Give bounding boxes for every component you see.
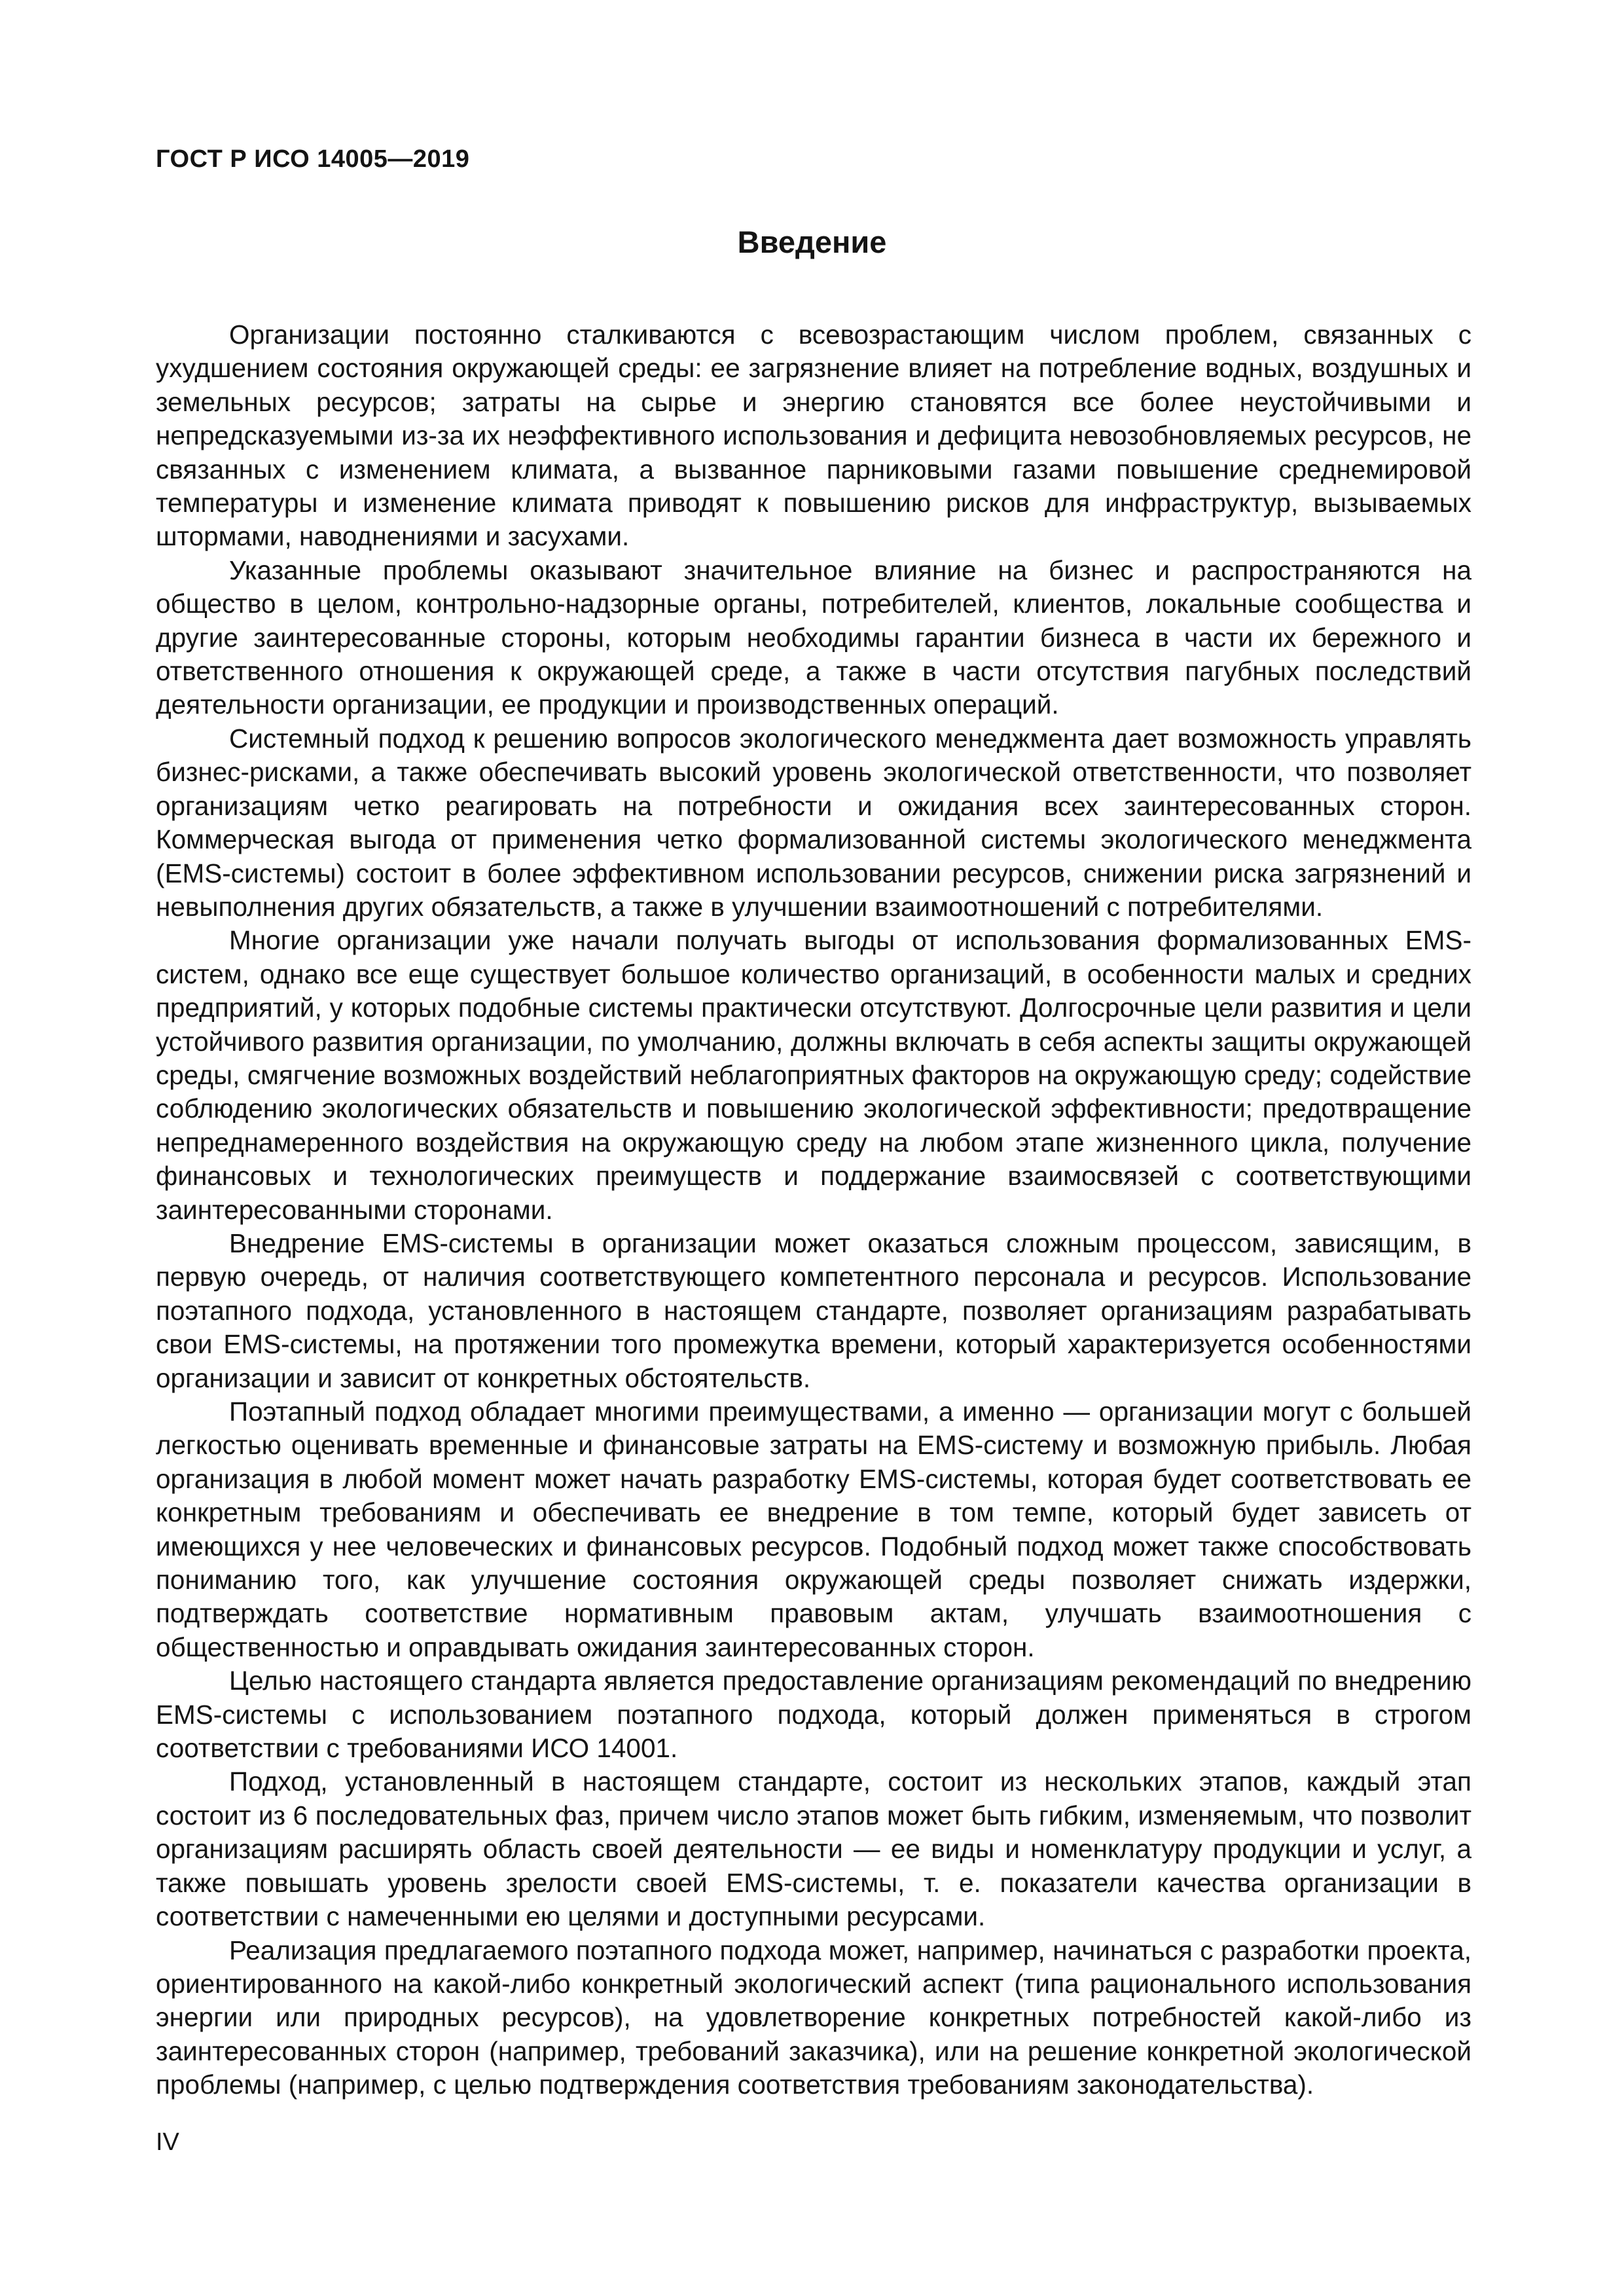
paragraph: Внедрение EMS-системы в организации может оказаться сложным процессом, зависящим, в первую очередь, от наличия соответствующего компетентного персонала и ресурсов. Использование поэтапного подхода, установленного в настоящем стандарте, позволяет организациям разрабатывать свои EMS-системы, на протяжении того промежутка времени, который характеризуется особенностями организации и зависит от конкретных обстоятельств. bbox=[156, 1228, 1471, 1393]
paragraph: Реализация предлагаемого поэтапного подхода может, например, начинаться с разработки проекта, ориентированного на какой-либо конкретный экологический аспект (типа рационального использования энергии или природных ресурсов), на удовлетворение конкретных потребностей какой-либо из заинтересованных сторон (например, требований заказчика), или на решение конкретной экологической проблемы (например, с целью подтверждения соответствия требованиям законодательства). bbox=[156, 1935, 1471, 2100]
paragraph: Многие организации уже начали получать выгоды от использования формализованных EMS-систем, однако все еще существует большое количество организаций, в особенности малых и средних предприятий, у которых подобные системы практически отсутствуют. Долгосрочные цели развития и цели устойчивого развития организации, по умолчанию, должны включать в себя аспекты защиты окружающей среды, смягчение возможных воздействий неблагоприятных факторов на окружающую среду; содействие соблюдению экологических обязательств и повышению экологической эффективности; предотвращение непреднамеренного воздействия на окружающую среду на любом этапе жизненного цикла, получение финансовых и технологических преимуществ и поддержание взаимосвязей с соответствующими заинтересованными сторонами. bbox=[156, 925, 1471, 1225]
body-text bbox=[156, 318, 1471, 2102]
section-title: Введение bbox=[737, 225, 887, 259]
paragraph: Подход, установленный в настоящем стандарте, состоит из нескольких этапов, каждый этап состоит из 6 последовательных фаз, причем число этапов может быть гибким, изменяемым, что позволит организациям расширять область своей деятельности — ее виды и номенклатуру продукции и услуг, а также повышать уровень зрелости своей EMS-системы, т. е. показатели качества организации в соответствии с намеченными ею целями и доступными ресурсами. bbox=[156, 1766, 1471, 1932]
standard-code-header: ГОСТ Р ИСО 14005—2019 bbox=[156, 145, 470, 173]
paragraph: Указанные проблемы оказывают значительное влияние на бизнес и распространяются на общество в целом, контрольно-надзорные органы, потребителей, клиентов, локальные сообщества и другие заинтересованные стороны, которым необходимы гарантии бизнеса в части их бережного и ответственного отношения к окружающей среде, а также в части отсутствия пагубных последствий деятельности организации, ее продукции и производственных операций. bbox=[156, 555, 1471, 720]
paragraph: Целью настоящего стандарта является предоставление организациям рекомендаций по внедрению EMS-системы с использованием поэтапного подхода, который должен применяться в строгом соответствии с требованиями ИСО 14001. bbox=[156, 1666, 1471, 1764]
paragraph: Организации постоянно сталкиваются с всевозрастающим числом проблем, связанных с ухудшением состояния окружающей среды: ее загрязнение влияет на потребление водных, воздушных и земельных ресурсов; затраты на сырье и энергию становятся все более неустойчивыми и непредсказуемыми из-за их неэффективного использования и дефицита невозобновляемых ресурсов, не связанных с изменением климата, а вызванное парниковыми газами повышение среднемировой температуры и изменение климата приводят к повышению рисков для инфраструктур, вызываемых штормами, наводнениями и засухами. bbox=[156, 319, 1471, 552]
paragraph: Системный подход к решению вопросов экологического менеджмента дает возможность управлять бизнес-рисками, а также обеспечивать высокий уровень экологической ответственности, что позволяет организациям четко реагировать на потребности и ожидания всех заинтересованных сторон. Коммерческая выгода от применения четко формализованной системы экологического менеджмента (EMS-системы) состоит в более эффективном использовании ресурсов, снижении риска загрязнений и невыполнения других обязательств, а также в улучшении взаимоотношений с потребителями. bbox=[156, 723, 1471, 922]
page-number: IV bbox=[156, 2128, 179, 2156]
paragraph: Поэтапный подход обладает многими преимуществами, а именно — организации могут с большей легкостью оценивать временные и финансовые затраты на EMS-систему и возможную прибыль. Любая организация в любой момент может начать разработку EMS-системы, которая будет соответствовать ее конкретным требованиям и обеспечивать ее внедрение в том темпе, который будет зависеть от имеющихся у нее человеческих и финансовых ресурсов. Подобный подход может также способствовать пониманию того, как улучшение состояния окружающей среды позволяет снижать издержки, подтверждать соответствие нормативным правовым актам, улучшать взаимоотношения с общественностью и оправдывать ожидания заинтересованных сторон. bbox=[156, 1396, 1471, 1662]
